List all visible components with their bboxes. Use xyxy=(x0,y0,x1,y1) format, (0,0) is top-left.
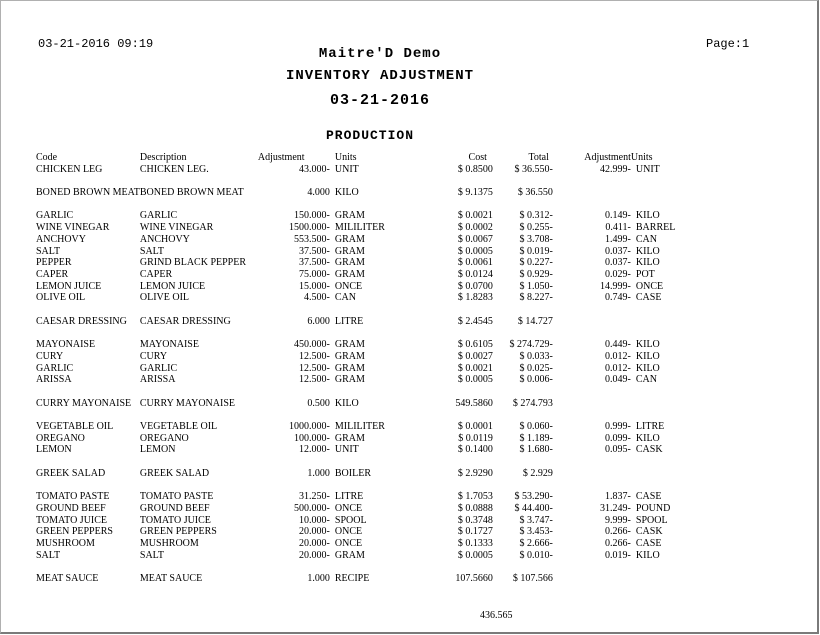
row-units: LITRE xyxy=(334,315,364,327)
row-units: MILILITER xyxy=(334,421,385,433)
row-adjustment2 xyxy=(553,573,631,585)
row-adjustment: 450.000- xyxy=(294,339,330,351)
row-units2: UNIT xyxy=(635,163,660,175)
row-units: GRAM xyxy=(334,245,365,257)
row-units2: CASK xyxy=(635,444,663,456)
table-header-row xyxy=(36,152,684,164)
row-adjustment2: 14.999- xyxy=(600,280,631,292)
row-code: GARLIC xyxy=(36,362,74,374)
row-units: GRAM xyxy=(334,233,365,245)
row-total: $ 0.060- xyxy=(519,421,553,433)
row-adjustment: 4.000 xyxy=(307,187,330,199)
row-total: $ 107.566 xyxy=(512,573,553,585)
row-total: $ 3.708- xyxy=(519,233,553,245)
row-adjustment: 1500.000- xyxy=(289,222,330,234)
row-code: BONED BROWN MEAT xyxy=(36,187,140,199)
row-adjustment: 15.000- xyxy=(299,280,330,292)
row-units2 xyxy=(631,468,684,480)
row-units2: ONCE xyxy=(635,280,664,292)
row-code: TOMATO JUICE xyxy=(36,514,108,526)
row-cost: $ 0.0124 xyxy=(457,269,493,280)
row-code: MEAT SAUCE xyxy=(36,573,99,585)
row-adjustment: 12.500- xyxy=(299,362,330,374)
table-row xyxy=(36,164,684,176)
row-units: BOILER xyxy=(334,467,371,479)
row-units2: POUND xyxy=(635,502,671,514)
table-row xyxy=(36,187,684,199)
row-adjustment2: 0.012- xyxy=(605,350,631,362)
spacer-cell xyxy=(36,328,684,340)
row-total: $ 1.680- xyxy=(519,444,553,456)
row-units2 xyxy=(631,398,684,410)
row-units2: KILO xyxy=(635,245,660,257)
row-units: ONCE xyxy=(334,526,363,538)
row-units2: CAN xyxy=(635,233,658,245)
table-row xyxy=(36,421,684,433)
row-units: UNIT xyxy=(334,444,359,456)
row-adjustment2: 0.411- xyxy=(605,222,631,234)
row-cost: $ 1.7053 xyxy=(457,491,493,503)
row-units: GRAM xyxy=(334,432,365,444)
row-adjustment: 12.000- xyxy=(299,444,330,456)
row-code: LEMON xyxy=(36,444,72,456)
row-adjustment2: 0.037- xyxy=(605,257,631,269)
row-units: ONCE xyxy=(334,280,363,292)
row-units2: KILO xyxy=(635,362,660,374)
row-adjustment2: 42.999- xyxy=(600,163,631,175)
table-row xyxy=(36,468,684,480)
row-units2: CASK xyxy=(635,526,663,538)
row-code: PEPPER xyxy=(36,257,72,269)
row-adjustment: 1.000 xyxy=(307,467,330,479)
row-adjustment2: 0.266- xyxy=(605,538,631,550)
row-units: ONCE xyxy=(334,538,363,550)
row-total: $ 8.227- xyxy=(519,292,553,304)
row-cost: $ 0.3748 xyxy=(457,514,493,526)
row-cost: $ 2.4545 xyxy=(457,315,493,327)
row-code: LEMON JUICE xyxy=(36,280,102,292)
row-adjustment2: 0.049- xyxy=(605,374,631,386)
row-cost: $ 0.0888 xyxy=(457,502,493,514)
row-total: $ 0.019- xyxy=(519,245,553,257)
grand-total: 436.565 xyxy=(480,610,513,621)
row-units: GRAM xyxy=(334,350,365,362)
row-code: GARLIC xyxy=(36,210,74,222)
row-cost: $ 9.1375 xyxy=(457,187,493,199)
row-units2: KILO xyxy=(635,339,660,351)
row-total: $ 36.550- xyxy=(514,163,553,175)
row-adjustment: 75.000- xyxy=(299,269,330,280)
row-adjustment: 6.000 xyxy=(307,315,330,327)
row-adjustment2 xyxy=(553,468,631,480)
row-units: CAN xyxy=(334,292,357,304)
row-units: RECIPE xyxy=(334,573,370,585)
row-total: $ 274.793 xyxy=(512,397,553,409)
row-units2: KILO xyxy=(635,350,660,362)
row-description: CAPER xyxy=(139,269,173,280)
row-units2: POT xyxy=(635,269,655,280)
row-adjustment: 100.000- xyxy=(294,432,330,444)
row-adjustment2: 31.249- xyxy=(600,502,631,514)
row-total: $ 2.929 xyxy=(522,467,553,479)
table-row xyxy=(36,316,684,328)
table-row xyxy=(36,433,684,445)
row-description: GREEN PEPPERS xyxy=(139,526,217,538)
row-description: CURRY MAYONAISE xyxy=(139,397,236,409)
spacer-cell xyxy=(36,386,684,398)
row-description: CURY xyxy=(139,350,168,362)
row-code: MAYONAISE xyxy=(36,339,96,351)
spacer-row xyxy=(36,561,684,573)
spacer-row xyxy=(36,304,684,316)
row-cost: $ 0.1400 xyxy=(457,444,493,456)
spacer-cell xyxy=(36,456,684,468)
row-adjustment2: 9.999- xyxy=(605,514,631,526)
row-units: MILILITER xyxy=(334,222,385,234)
table-row xyxy=(36,281,684,293)
row-cost: 107.5660 xyxy=(455,573,493,585)
table-row xyxy=(36,526,684,538)
row-adjustment: 1.000 xyxy=(307,573,330,585)
row-description: LEMON JUICE xyxy=(139,280,206,292)
row-units2: SPOOL xyxy=(635,514,668,526)
row-adjustment2: 0.149- xyxy=(605,210,631,222)
row-adjustment2: 0.095- xyxy=(605,444,631,456)
row-cost: $ 0.0005 xyxy=(457,245,493,257)
row-units: UNIT xyxy=(334,163,359,175)
spacer-cell xyxy=(36,199,684,211)
row-adjustment2 xyxy=(553,398,631,410)
table-row xyxy=(36,363,684,375)
table-row xyxy=(36,444,684,456)
row-description: SALT xyxy=(139,245,164,257)
row-cost: $ 0.6105 xyxy=(457,339,493,351)
col-units-header: Units xyxy=(334,152,357,163)
row-units2 xyxy=(631,316,684,328)
row-adjustment2 xyxy=(553,316,631,328)
row-code: CAPER xyxy=(36,269,69,280)
table-row xyxy=(36,210,684,222)
row-description: VEGETABLE OIL xyxy=(139,421,218,433)
row-adjustment: 20.000- xyxy=(299,549,330,561)
col-cost-header: Cost xyxy=(468,152,487,163)
row-adjustment: 20.000- xyxy=(299,526,330,538)
col-code-header: Code xyxy=(36,152,58,163)
row-total: $ 0.312- xyxy=(519,210,553,222)
row-code: CURY xyxy=(36,350,64,362)
row-units2 xyxy=(631,187,684,199)
table-row xyxy=(36,550,684,562)
col-total-header: Total xyxy=(528,152,549,163)
row-code: OREGANO xyxy=(36,432,85,444)
row-cost: $ 0.0001 xyxy=(457,421,493,433)
col-adjustment2-header: Adjustment xyxy=(584,152,631,163)
section-title: PRODUCTION xyxy=(325,128,414,143)
report-datetime: 03-21-2016 09:19 xyxy=(38,37,154,51)
table-row xyxy=(36,374,684,386)
row-units2: CASE xyxy=(635,491,662,503)
row-description: MEAT SAUCE xyxy=(139,573,203,585)
row-description: CHICKEN LEG. xyxy=(139,163,209,175)
page-number: Page:1 xyxy=(706,37,750,51)
row-total: $ 0.255- xyxy=(519,222,553,234)
row-description: SALT xyxy=(139,549,164,561)
row-units2: KILO xyxy=(635,549,660,561)
spacer-cell xyxy=(36,304,684,316)
table-row xyxy=(36,351,684,363)
row-total: $ 0.227- xyxy=(519,257,553,269)
row-adjustment: 20.000- xyxy=(299,538,330,550)
col-units2-header: Units xyxy=(630,152,653,163)
row-total: $ 1.189- xyxy=(519,432,553,444)
row-adjustment: 150.000- xyxy=(294,210,330,222)
row-adjustment: 1000.000- xyxy=(289,421,330,433)
row-description: TOMATO PASTE xyxy=(139,491,214,503)
row-code: GREEK SALAD xyxy=(36,467,106,479)
row-code: TOMATO PASTE xyxy=(36,491,110,503)
row-units: KILO xyxy=(334,187,359,199)
row-units: GRAM xyxy=(334,374,365,386)
row-total: $ 44.400- xyxy=(514,502,553,514)
row-code: MUSHROOM xyxy=(36,538,95,550)
row-description: GRIND BLACK PEPPER xyxy=(139,257,247,269)
row-total: $ 2.666- xyxy=(519,538,553,550)
row-units: GRAM xyxy=(334,210,365,222)
row-code: OLIVE OIL xyxy=(36,292,86,304)
row-adjustment2: 1.499- xyxy=(605,233,631,245)
row-total: $ 0.033- xyxy=(519,350,553,362)
row-cost: $ 0.0061 xyxy=(457,257,493,269)
table-row xyxy=(36,246,684,258)
row-code: SALT xyxy=(36,549,61,561)
row-units: GRAM xyxy=(334,549,365,561)
row-units: GRAM xyxy=(334,257,365,269)
table-row xyxy=(36,503,684,515)
row-cost: $ 0.0005 xyxy=(457,549,493,561)
row-total: $ 0.929- xyxy=(519,269,553,280)
row-code: CHICKEN LEG xyxy=(36,163,103,175)
row-cost: $ 0.0119 xyxy=(458,432,493,444)
row-code: GREEN PEPPERS xyxy=(36,526,113,538)
row-code: WINE VINEGAR xyxy=(36,222,110,234)
company-name: Maitre'D Demo xyxy=(318,46,442,62)
row-adjustment2: 0.449- xyxy=(605,339,631,351)
row-units2: KILO xyxy=(635,210,660,222)
row-cost: 549.5860 xyxy=(455,397,493,409)
row-units: GRAM xyxy=(334,339,365,351)
row-units2: LITRE xyxy=(635,421,665,433)
inventory-table xyxy=(36,152,684,585)
row-adjustment: 0.500 xyxy=(307,397,330,409)
table-row xyxy=(36,398,684,410)
row-description: CAESAR DRESSING xyxy=(139,315,231,327)
spacer-cell xyxy=(36,175,684,187)
spacer-cell xyxy=(36,480,684,492)
row-total: $ 0.006- xyxy=(519,374,553,386)
row-code: ANCHOVY xyxy=(36,233,86,245)
row-code: SALT xyxy=(36,245,61,257)
row-units: LITRE xyxy=(334,491,364,503)
row-total: $ 14.727 xyxy=(517,315,553,327)
row-units2 xyxy=(631,573,684,585)
row-adjustment: 12.500- xyxy=(299,374,330,386)
row-adjustment2: 0.099- xyxy=(605,432,631,444)
table-row xyxy=(36,538,684,550)
spacer-cell xyxy=(36,409,684,421)
spacer-row xyxy=(36,480,684,492)
row-units: SPOOL xyxy=(334,514,367,526)
row-total: $ 274.729- xyxy=(509,339,553,351)
row-units: ONCE xyxy=(334,502,363,514)
spacer-row xyxy=(36,386,684,398)
row-adjustment: 500.000- xyxy=(294,502,330,514)
row-units: GRAM xyxy=(334,269,365,280)
col-description-header: Description xyxy=(139,152,187,163)
row-cost: $ 0.1333 xyxy=(457,538,493,550)
row-cost: $ 0.0002 xyxy=(457,222,493,234)
table-row xyxy=(36,292,684,304)
spacer-row xyxy=(36,175,684,187)
row-adjustment: 31.250- xyxy=(299,491,330,503)
row-description: LEMON xyxy=(139,444,176,456)
row-code: ARISSA xyxy=(36,374,72,386)
row-adjustment2: 1.837- xyxy=(605,491,631,503)
row-cost: $ 1.8283 xyxy=(457,292,493,304)
row-units2: CASE xyxy=(635,538,662,550)
row-adjustment: 553.500- xyxy=(294,233,330,245)
row-adjustment: 12.500- xyxy=(299,350,330,362)
row-cost: $ 0.0700 xyxy=(457,280,493,292)
row-units2: CASE xyxy=(635,292,662,304)
row-adjustment: 4.500- xyxy=(304,292,330,304)
row-description: ANCHOVY xyxy=(139,233,190,245)
table-row xyxy=(36,515,684,527)
row-description: WINE VINEGAR xyxy=(139,222,214,234)
row-adjustment2: 0.012- xyxy=(605,362,631,374)
row-adjustment: 43.000- xyxy=(299,163,330,175)
spacer-row xyxy=(36,199,684,211)
row-description: GROUND BEEF xyxy=(139,502,210,514)
row-adjustment2: 0.999- xyxy=(605,421,631,433)
row-adjustment2 xyxy=(553,187,631,199)
row-total: $ 3.747- xyxy=(519,514,553,526)
row-description: MAYONAISE xyxy=(139,339,199,351)
table-row xyxy=(36,257,684,269)
spacer-row xyxy=(36,456,684,468)
row-adjustment: 10.000- xyxy=(299,514,330,526)
row-description: OREGANO xyxy=(139,432,189,444)
row-cost: $ 0.1727 xyxy=(457,526,493,538)
report-title: INVENTORY ADJUSTMENT xyxy=(285,68,475,84)
row-description: ARISSA xyxy=(139,374,176,386)
spacer-cell xyxy=(36,561,684,573)
row-adjustment2: 0.749- xyxy=(605,292,631,304)
row-total: $ 36.550 xyxy=(517,187,553,199)
row-cost: $ 0.0027 xyxy=(457,350,493,362)
table-row xyxy=(36,269,684,281)
row-description: GREEK SALAD xyxy=(139,467,210,479)
row-total: $ 3.453- xyxy=(519,526,553,538)
row-units: GRAM xyxy=(334,362,365,374)
row-cost: $ 0.8500 xyxy=(457,163,493,175)
table-row xyxy=(36,222,684,234)
row-units2: KILO xyxy=(635,432,660,444)
row-code: GROUND BEEF xyxy=(36,502,106,514)
row-cost: $ 0.0021 xyxy=(457,210,493,222)
row-description: OLIVE OIL xyxy=(139,292,190,304)
row-units2: BARREL xyxy=(635,222,676,234)
row-total: $ 0.025- xyxy=(519,362,553,374)
row-adjustment2: 0.037- xyxy=(605,245,631,257)
table-row xyxy=(36,573,684,585)
spacer-row xyxy=(36,409,684,421)
row-units2: KILO xyxy=(635,257,660,269)
row-adjustment: 37.500- xyxy=(299,257,330,269)
row-cost: $ 0.0021 xyxy=(457,362,493,374)
row-adjustment2: 0.266- xyxy=(605,526,631,538)
row-description: BONED BROWN MEAT xyxy=(139,187,244,199)
report-date: 03-21-2016 xyxy=(329,92,430,109)
row-cost: $ 0.0067 xyxy=(457,233,493,245)
row-total: $ 0.010- xyxy=(519,549,553,561)
table-row xyxy=(36,339,684,351)
spacer-row xyxy=(36,328,684,340)
row-code: CURRY MAYONAISE xyxy=(36,397,132,409)
row-total: $ 53.290- xyxy=(514,491,553,503)
row-description: GARLIC xyxy=(139,210,178,222)
row-description: GARLIC xyxy=(139,362,178,374)
row-description: MUSHROOM xyxy=(139,538,199,550)
row-adjustment2: 0.029- xyxy=(605,269,631,280)
row-code: CAESAR DRESSING xyxy=(36,315,127,327)
row-cost: $ 0.0005 xyxy=(457,374,493,386)
row-description: TOMATO JUICE xyxy=(139,514,211,526)
row-cost: $ 2.9290 xyxy=(457,467,493,479)
row-total: $ 1.050- xyxy=(519,280,553,292)
col-adjustment-header: Adjustment xyxy=(257,152,305,163)
row-adjustment2: 0.019- xyxy=(605,549,631,561)
table-row xyxy=(36,491,684,503)
table-row xyxy=(36,234,684,246)
row-units2: CAN xyxy=(635,374,658,386)
row-units: KILO xyxy=(334,397,359,409)
row-code: VEGETABLE OIL xyxy=(36,421,114,433)
row-adjustment: 37.500- xyxy=(299,245,330,257)
